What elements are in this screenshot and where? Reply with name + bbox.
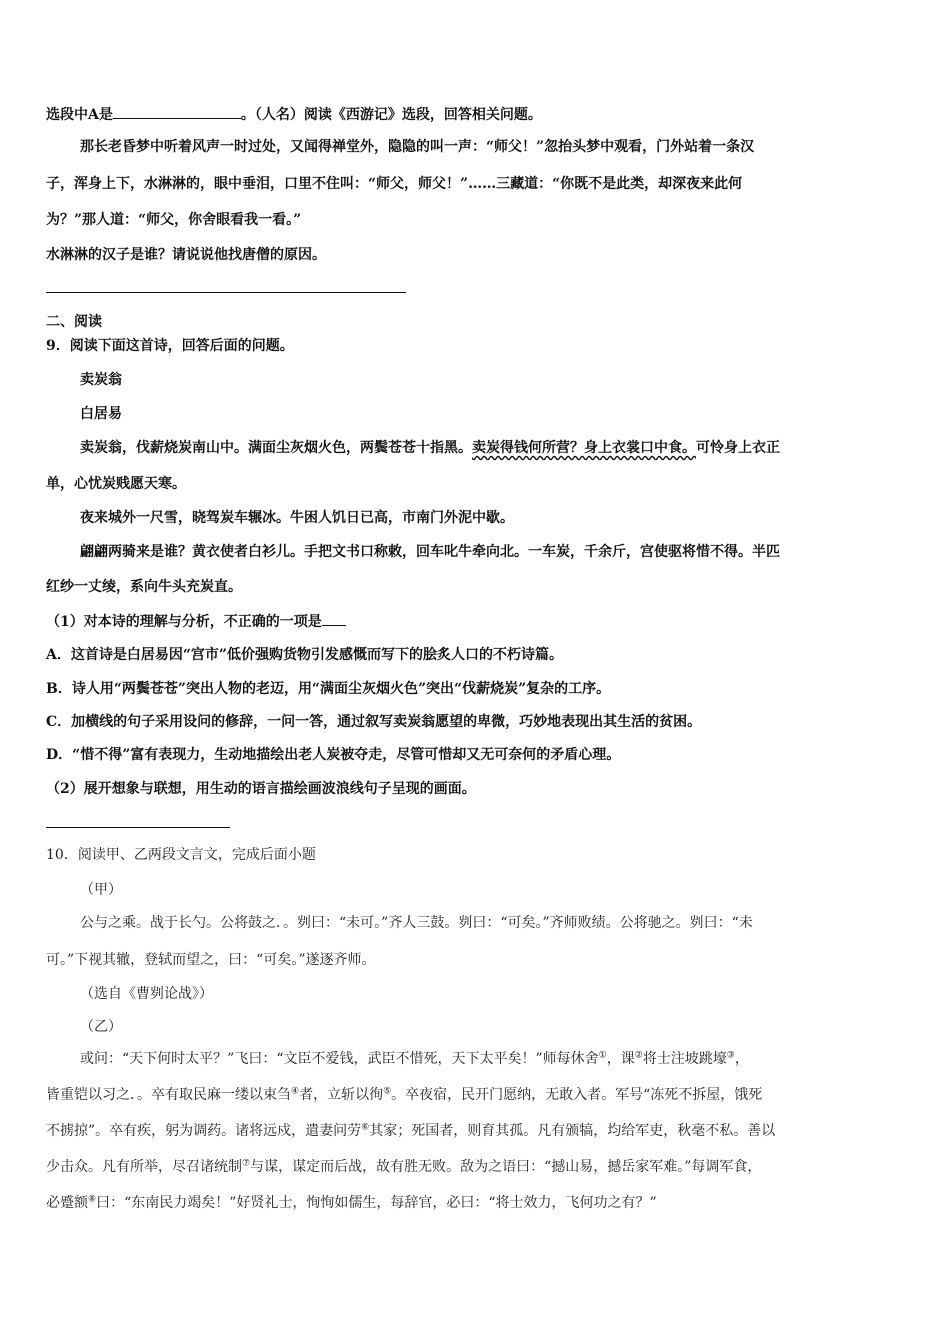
section-heading: 二、阅读 — [46, 314, 102, 330]
poem-line-5: 红纱一丈绫，系向牛头充炭直。 — [46, 579, 242, 595]
passage-jia-source: （选自《曹刿论战》） — [80, 986, 213, 1002]
passage-yi-line-1: 或问：“天下何时太平？”飞曰：“文臣不爱钱，武臣不惜死，天下太平矣！”师每休舍①，课②将士注坡跳壕③， — [80, 1050, 749, 1067]
q9-intro: 9．阅读下面这首诗，回答后面的问题。 — [46, 338, 294, 354]
passage-yi-line-2: 皆重铠以习之．。卒有取民麻一缕以束刍④者，立斩以徇⑤。卒夜宿，民开门愿纳，无敢入者。军号“冻死不拆屋，饿死 — [46, 1086, 763, 1103]
footnote-marker: ⑥ — [361, 1122, 370, 1133]
passage-jia-line-1: 公与之乘。战于长勺。公将鼓之．。刿曰：“未可。”齐人三鼓。刿曰：“可矣。”齐师败绩。公将驰之。刿曰：“未 — [80, 915, 753, 931]
passage-yi-line-4: 少击众。凡有所举，尽召诸统制⑦与谋，谋定而后战，故有胜无败。敌为之语曰：“撼山易，撼岳家军难。”每调军食， — [46, 1158, 762, 1175]
q8-instruction: 。（人名）阅读《西游记》选段，回答相关问题。 — [240, 107, 542, 123]
q10-intro: 10．阅读甲、乙两段文言文，完成后面小题 — [46, 847, 316, 863]
q8-passage-line-2: 子，浑身上下，水淋淋的，眼中垂泪，口里不住叫：“师父，师父！”……三藏道：“你既不是此类，却深夜来此何 — [46, 176, 743, 192]
answer-blank[interactable] — [113, 104, 241, 119]
footnote-marker: ⑤ — [383, 1086, 392, 1097]
passage-yi-line-5: 必蹙额⑧曰：“东南民力竭矣！”好贤礼士，恂恂如儒生，每辞官，必曰：“将士效力，飞何功之有？” — [46, 1194, 657, 1211]
passage-yi-label: （乙） — [80, 1019, 122, 1035]
poem-line-4: 翩翩两骑来是谁？黄衣使者白衫儿。手把文书口称敕，回车叱牛牵向北。一车炭，千余斤，宫使驱将惜不得。半匹 — [80, 544, 780, 560]
option-a: A．这首诗是白居易因“宫市”低价强购货物引发感慨而写下的脍炙人口的不朽诗篇。 — [46, 647, 563, 663]
footnote-marker: ⑧ — [88, 1194, 97, 1205]
wavy-underlined-sentence: 卖炭得钱何所营？身上衣裳口中食。 — [472, 440, 696, 456]
answer-line[interactable] — [46, 827, 230, 828]
option-d: D．“惜不得”富有表现力，生动地描绘出老人炭被夺走，尽管可惜却又无可奈何的矛盾心理。 — [46, 747, 621, 763]
q9-sub2: （2）展开想象与联想，用生动的语言描绘画波浪线句子呈现的画面。 — [46, 781, 476, 797]
q8-passage-line-3: 为？”那人道：“师父，你舍眼看我一看。” — [46, 212, 302, 228]
footnote-marker: ① — [598, 1050, 607, 1061]
poem-line-2: 单，心忧炭贱愿天寒。 — [46, 476, 186, 492]
footnote-marker: ④ — [291, 1086, 300, 1097]
footnote-marker: ③ — [726, 1050, 735, 1061]
q8-prompt: 选段中A是 — [46, 107, 113, 123]
footnote-marker: ⑦ — [242, 1158, 251, 1169]
q8-passage-line-1: 那长老昏梦中听着风声一时过处，又闻得禅堂外，隐隐的叫一声：“师父！”忽抬头梦中观看，门外站着一条汉 — [80, 139, 755, 155]
passage-jia-line-2: 可。”下视其辙，登轼而望之，曰：“可矣。”遂逐齐师。 — [46, 952, 376, 968]
passage-yi-line-3: 不掳掠”。卒有疾，躬为调药。诸将远戍，遣妻问劳⑥其家；死国者，则育其孤。凡有颁犒，均给军吏，秋毫不私。善以 — [46, 1122, 776, 1139]
poem-author: 白居易 — [80, 406, 122, 422]
passage-jia-label: （甲） — [80, 882, 122, 898]
answer-line[interactable] — [46, 292, 406, 293]
poem-line-1: 卖炭翁，伐薪烧炭南山中。满面尘灰烟火色，两鬓苍苍十指黑。卖炭得钱何所营？身上衣裳口中食。可怜身上衣正 — [80, 440, 780, 456]
q8-question: 水淋淋的汉子是谁？请说说他找唐僧的原因。 — [46, 247, 326, 263]
q8-fill-line — [46, 104, 542, 125]
q9-sub1: （1）对本诗的理解与分析，不正确的一项是 — [46, 611, 346, 632]
poem-title: 卖炭翁 — [80, 372, 122, 388]
option-c: C．加横线的句子采用设问的修辞，一问一答，通过叙写卖炭翁愿望的卑微，巧妙地表现出其生活的贫困。 — [46, 714, 702, 730]
answer-blank[interactable] — [322, 611, 346, 626]
poem-line-3: 夜来城外一尺雪，晓驾炭车辗冰。牛困人饥日已高，市南门外泥中歇。 — [80, 510, 514, 526]
footnote-marker: ② — [634, 1050, 643, 1061]
option-b: B．诗人用“两鬓苍苍”突出人物的老迈，用“满面尘灰烟火色”突出“伐薪烧炭”复杂的工序。 — [46, 681, 611, 697]
